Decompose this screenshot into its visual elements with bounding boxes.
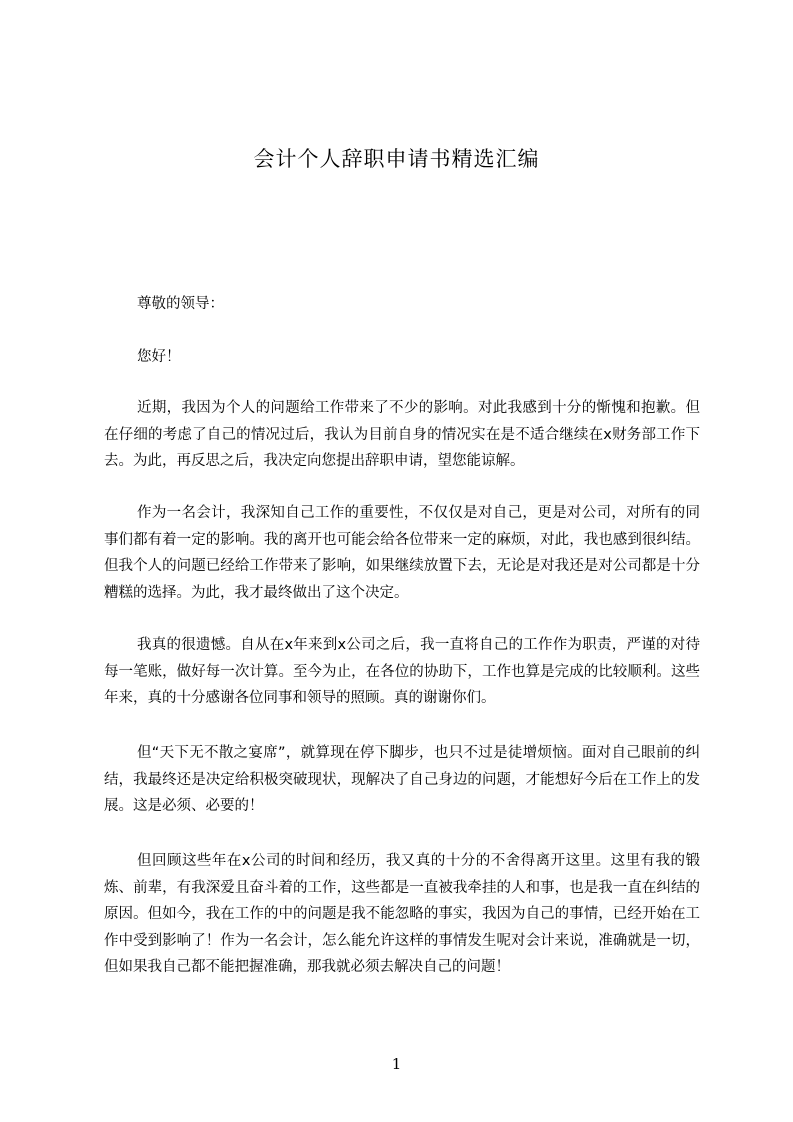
paragraph-1: 近期，我因为个人的问题给工作带来了不少的影响。对此我感到十分的惭愧和抱歉。但在仔细的考虑了自己的情况过后，我认为目前自身的情况实在是不适合继续在x财务部工作下去。为此，再反思之后，我决定向您提出辞职申请，望您能谅解。 — [104, 400, 700, 469]
paragraph-2: 作为一名会计，我深知自己工作的重要性，不仅仅是对自己，更是对公司，对所有的同事们都有着一定的影响。我的离开也可能会给各位带来一定的麻烦，对此，我也感到很纠结。但我个人的问题已经给工作带来了影响，如果继续放置下去，无论是对我还是对公司都是十分糟糕的选择。为此，我才最终做出了这个决定。 — [104, 505, 700, 601]
document-title: 会计个人辞职申请书精选汇编 — [253, 147, 540, 171]
greeting: 您好！ — [137, 349, 181, 365]
paragraph-4: 但“天下无不散之宴席”，就算现在停下脚步，也只不过是徒增烦恼。面对自己眼前的纠结，我最终还是决定给积极突破现状，现解决了自己身边的问题，才能想好今后在工作上的发展。这是必须、必要的！ — [104, 745, 700, 814]
page-number: 1 — [391, 1055, 402, 1073]
paragraph-3: 我真的很遗憾。自从在x年来到x公司之后，我一直将自己的工作作为职责，严谨的对待每一笔账，做好每一次计算。至今为止，在各位的协助下，工作也算是完成的比较顺利。这些年来，真的十分感谢各位同事和领导的照顾。真的谢谢你们。 — [104, 637, 700, 706]
salutation: 尊敬的领导： — [137, 296, 224, 312]
paragraph-5: 但回顾这些年在x公司的时间和经历，我又真的十分的不舍得离开这里。这里有我的锻炼、前辈，有我深爱且奋斗着的工作，这些都是一直被我牵挂的人和事，也是我一直在纠结的原因。但如今，我在工作的中的问题是我不能忽略的事实，我因为自己的事情，已经开始在工作中受到影响了！作为一名会计，怎么能允许这样的事情发生呢对会计来说，准确就是一切，但如果我自己都不能把握准确，那我就必须去解决自己的问题！ — [104, 853, 700, 975]
